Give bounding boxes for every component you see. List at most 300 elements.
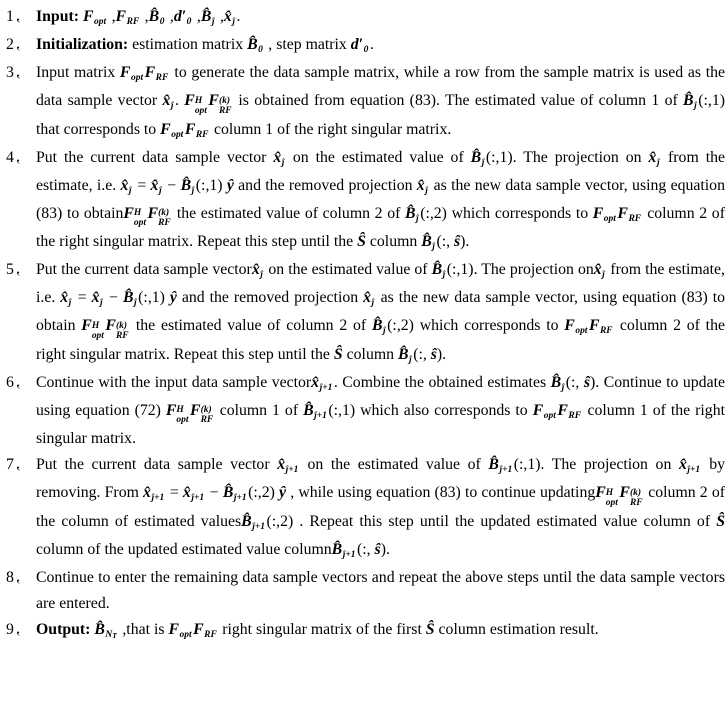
math-subscript-value: ĵ [409, 354, 412, 365]
math-token [143, 484, 166, 504]
math-subscript-value: RF [568, 410, 582, 421]
math-symbol: − [163, 176, 181, 194]
math-symbol: ŷ [222, 176, 234, 194]
math-subscript-value: opt [575, 326, 588, 337]
math-subscript-value: RF [155, 73, 169, 84]
step-text [36, 4, 725, 32]
math-expression [426, 621, 435, 638]
algorithm-step [6, 617, 725, 645]
math-symbol: B̂ [683, 92, 694, 109]
text-segment: estimation matrix [132, 36, 248, 53]
math-symbol: x̂ [593, 261, 602, 279]
math-subscript [179, 630, 191, 640]
math-token [173, 8, 193, 28]
math-subscript-value: ĵ+1 [151, 493, 165, 504]
math-token [328, 402, 355, 419]
math-expression [431, 261, 474, 281]
math-subscript [212, 17, 215, 27]
math-expression [421, 233, 466, 253]
bold-keyword: Input: [36, 8, 83, 25]
step-number-value: 7 [6, 456, 14, 474]
math-expression [371, 317, 414, 337]
math-subscript-value: 0 [363, 45, 369, 56]
math-symbol: = [133, 176, 151, 194]
text-segment: the estimated value of column 2 of [130, 317, 372, 335]
math-symbol: (:,2) [387, 317, 414, 335]
math-token [593, 261, 607, 281]
step-number [6, 452, 36, 478]
algorithm-step [6, 257, 725, 370]
math-symbol: ŝ [583, 373, 591, 391]
step-number-value: 2 [6, 36, 14, 53]
text-segment: Continue to enter the remaining data sample vectors and repeat the above steps until the data sample vectors are entered. [36, 568, 725, 612]
text-segment: from the estimate, i.e. [36, 148, 725, 194]
math-symbol: B̂ [470, 148, 482, 166]
math-subscript [320, 383, 333, 393]
math-symbol: − [104, 289, 123, 307]
math-subscript-value: ĵ+1 [314, 410, 327, 421]
math-token [165, 289, 177, 306]
math-symbol: (:,1) [328, 401, 356, 419]
math-supsub [195, 97, 207, 117]
math-subscript [171, 130, 183, 140]
math-symbol: F [184, 92, 195, 109]
math-expression [417, 177, 430, 194]
math-token [115, 8, 141, 28]
math-token [148, 8, 166, 28]
math-token [426, 621, 435, 638]
math-symbol: B̂ [405, 204, 416, 222]
math-token [275, 484, 286, 501]
math-expression [277, 456, 300, 476]
math-symbol: (:,2) [420, 204, 447, 222]
math-symbol: x̂ [162, 92, 171, 109]
math-symbol: (:,1) [698, 92, 725, 109]
math-expression [241, 513, 293, 530]
math-subscript-value: opt [543, 410, 556, 421]
math-subscript [105, 630, 116, 640]
math-symbol: F [184, 120, 196, 138]
math-token [698, 92, 725, 109]
math-superscript: (k) [200, 405, 212, 416]
math-token [514, 456, 541, 473]
math-subscript-value: ĵ [68, 298, 72, 309]
math-subscript [657, 158, 660, 168]
math-symbol: = [165, 484, 183, 502]
text-segment: as the new data sample vector, using equation (83) to obtain [36, 289, 726, 335]
math-token [223, 8, 237, 28]
math-token [185, 121, 210, 138]
math-token [247, 36, 264, 56]
ideographic-comma-mark: , [15, 63, 20, 80]
math-subscript [364, 45, 369, 55]
math-symbol: x̂ [416, 176, 425, 194]
math-subscript-value: opt [94, 17, 107, 28]
algorithm-step [6, 60, 725, 145]
math-expression [82, 8, 108, 28]
math-symbol: B̂ [398, 345, 409, 363]
math-symbol: ) [436, 345, 443, 363]
step-number-value: 8 [6, 568, 14, 586]
text-segment: which corresponds to [413, 317, 565, 335]
math-symbol: Ŝ [333, 345, 343, 363]
math-subscript [187, 17, 192, 27]
math-subscript-value: ĵ [158, 185, 162, 196]
step-number [6, 617, 36, 643]
math-expression [120, 177, 233, 194]
math-symbol: B̂ [247, 36, 258, 53]
math-symbol: (:,1) [138, 289, 165, 307]
math-symbol: B̂ [148, 8, 160, 25]
math-subscript-value: ĵ+1 [191, 493, 205, 504]
ideographic-comma-mark: , [15, 455, 20, 473]
math-token [105, 317, 130, 341]
math-expression [398, 346, 442, 363]
math-token [163, 177, 181, 194]
math-symbol: F [144, 64, 156, 81]
math-symbol: F [168, 620, 179, 638]
ideographic-comma-mark: , [15, 147, 20, 165]
math-expression [311, 374, 334, 391]
math-token [334, 346, 343, 363]
math-subscript [286, 465, 299, 475]
math-token [208, 92, 233, 116]
math-token [181, 177, 196, 194]
math-superscript: H [133, 208, 142, 219]
math-subscript [604, 214, 616, 224]
math-symbol: F [165, 401, 177, 419]
math-expression [168, 621, 218, 638]
math-supsub [219, 97, 232, 117]
text-segment: . The projection on [473, 261, 594, 279]
text-segment: to generate the data sample matrix, while a row from the sample matrix is used as the data sample vector [36, 64, 725, 109]
text-segment: that corresponds to [36, 120, 161, 138]
text-segment: which also corresponds to [355, 401, 533, 419]
math-token [73, 289, 92, 306]
math-token [222, 484, 248, 504]
math-token [144, 64, 170, 84]
math-symbol: ŝ [454, 233, 461, 251]
math-symbol: (:, [413, 345, 431, 363]
math-symbol: B̂ [94, 620, 105, 638]
math-subscript: opt [91, 330, 104, 341]
math-supsub [134, 209, 146, 229]
math-subscript-value: ĵ [211, 17, 215, 28]
math-subscript-value: ĵ [442, 270, 446, 281]
math-subscript [127, 17, 140, 27]
math-symbol: x̂ [150, 176, 159, 194]
math-subscript-value: 0 [159, 17, 165, 28]
text-segment: column 1 of [214, 401, 304, 419]
math-subscript [234, 493, 247, 503]
math-symbol: B̂ [122, 289, 134, 307]
math-symbol: d′ [173, 8, 187, 25]
math-expression [678, 456, 702, 476]
math-symbol: F [115, 8, 127, 25]
math-expression [332, 541, 386, 558]
math-token [193, 621, 218, 638]
algorithm-step [6, 370, 725, 453]
ideographic-comma-mark: , [15, 372, 20, 390]
step-text [36, 32, 725, 60]
math-subscript: opt [176, 415, 189, 426]
math-expression [165, 401, 215, 426]
math-subscript [204, 630, 217, 640]
math-token [91, 289, 105, 309]
math-expression [471, 149, 513, 166]
math-symbol: B̂ [550, 373, 562, 391]
math-expression [593, 261, 607, 281]
text-segment: which corresponds to [446, 204, 593, 222]
text-segment: . Continue to update using equation (72) [36, 373, 725, 419]
math-supsub [176, 406, 188, 426]
text-segment: on the estimated value of [299, 456, 489, 474]
math-subscript-value: ĵ [371, 298, 375, 309]
ideographic-comma-mark: , [15, 619, 20, 637]
math-symbol: F [595, 484, 606, 502]
math-token [436, 233, 454, 250]
math-expression [200, 8, 216, 28]
math-token [471, 149, 486, 166]
text-segment: . [369, 36, 374, 53]
math-token [81, 317, 105, 341]
math-subscript [694, 101, 697, 111]
step-number [6, 4, 36, 30]
math-symbol: ŷ [164, 289, 177, 307]
math-symbol: x̂ [273, 148, 282, 166]
math-symbol: x̂ [251, 261, 260, 279]
math-subscript: opt [605, 497, 618, 508]
math-subscript [192, 186, 195, 196]
math-symbol: x̂ [648, 148, 657, 166]
math-subscript-value: opt [603, 213, 616, 224]
math-token [557, 402, 582, 419]
math-expression [273, 149, 286, 166]
math-token [206, 484, 223, 501]
algorithm-step [6, 145, 725, 258]
math-subscript [100, 298, 103, 308]
math-subscript-value: ĵ+1 [233, 493, 247, 504]
text-segment: Continue with the input data sample vector [36, 373, 312, 391]
text-segment: . The projection on [512, 148, 649, 166]
math-supsub [606, 489, 618, 509]
math-symbol: ŷ [274, 484, 287, 502]
text-segment: and the removed projection [176, 289, 364, 307]
text-segment: . [175, 92, 185, 109]
math-token [82, 8, 108, 28]
math-subscript: opt [133, 218, 147, 229]
math-subscript-value: RF [599, 326, 613, 337]
math-token [190, 401, 215, 426]
math-symbol: B̂ [488, 456, 499, 474]
text-segment: . [385, 540, 390, 558]
math-expression [533, 402, 583, 419]
math-token [223, 177, 234, 194]
math-expression [649, 149, 662, 166]
math-expression [81, 317, 130, 341]
math-symbol: Ŝ [357, 233, 366, 251]
algorithm-step [6, 32, 725, 60]
math-subscript-value: ĵ+1 [252, 521, 265, 532]
step-number [6, 257, 36, 283]
math-subscript-value: ĵ [416, 213, 419, 224]
math-subscript [252, 522, 265, 532]
math-subscript [131, 73, 143, 83]
math-symbol: F [532, 401, 544, 419]
math-symbol: F [147, 204, 159, 222]
math-symbol: B̂ [371, 317, 383, 335]
math-subscript-value: RF [628, 213, 642, 224]
math-subscript [94, 17, 106, 27]
math-subscript-value: ĵ+1 [687, 465, 701, 476]
math-subscript [482, 158, 485, 168]
math-token [350, 36, 370, 56]
math-token [147, 204, 173, 229]
math-expression [160, 121, 210, 138]
algorithm-step [6, 452, 725, 565]
text-segment: column 2 of the right singular matrix. Repeat this step until the [36, 204, 725, 251]
math-subscript [687, 465, 700, 475]
math-token [60, 289, 73, 309]
text-segment: , while using equation (83) to continue updating [286, 484, 596, 502]
math-token [431, 261, 447, 281]
step-number-value: 4 [6, 148, 14, 166]
math-subscript [260, 270, 263, 280]
step-number-value: 9 [6, 620, 14, 638]
math-subsubscript: T [112, 631, 117, 641]
math-subscript-value: ĵ [656, 157, 660, 168]
math-token [332, 541, 357, 558]
math-token [120, 177, 133, 194]
math-superscript: (k) [218, 95, 231, 106]
math-symbol: x̂ [277, 456, 286, 474]
math-subscript-value: ĵ [281, 157, 285, 168]
algorithm-step [6, 565, 725, 617]
step-text [36, 60, 725, 145]
math-token [122, 289, 138, 309]
math-subscript [232, 17, 235, 27]
math-subscript-value: ĵ [694, 101, 697, 112]
math-expression [162, 92, 175, 112]
math-symbol: B̂ [431, 261, 443, 279]
text-segment: , [165, 8, 174, 25]
math-symbol: x̂ [311, 373, 320, 391]
math-symbol: (:,1) [446, 261, 474, 279]
math-token [417, 177, 430, 194]
ideographic-comma-mark: , [15, 35, 20, 52]
math-symbol: F [208, 92, 219, 109]
text-segment: . The projection on [540, 456, 679, 474]
math-subscript-value: ĵ+1 [499, 465, 513, 476]
math-token [133, 177, 151, 194]
math-symbol: F [193, 620, 204, 638]
text-segment: is obtained from equation (83). The estimated value of column 1 of [233, 92, 684, 109]
math-token [138, 289, 165, 306]
math-token [413, 346, 431, 363]
math-subscript [432, 242, 435, 252]
math-expression [595, 484, 644, 508]
math-subscript-value: ĵ+1 [342, 549, 356, 560]
step-number [6, 370, 36, 396]
math-token [363, 289, 376, 309]
math-token [398, 346, 413, 363]
math-subscript [602, 270, 605, 280]
math-expression [303, 402, 355, 419]
math-expression [119, 64, 170, 84]
math-token [200, 8, 216, 28]
math-subscript-value: ĵ [260, 270, 263, 281]
math-subscript [443, 270, 446, 280]
math-expression [148, 8, 166, 28]
math-token [421, 233, 436, 253]
math-symbol: − [205, 484, 223, 502]
step-number [6, 565, 36, 591]
math-token [311, 374, 334, 391]
math-token [303, 402, 328, 419]
math-supsub [630, 489, 643, 509]
math-subscript-value: ĵ [134, 298, 137, 309]
math-symbol: Ŝ [716, 512, 725, 530]
text-segment: the estimated value of column 2 of [172, 204, 405, 222]
math-expression [223, 8, 237, 28]
math-subscript [171, 101, 174, 111]
math-subscript: opt [194, 105, 207, 116]
math-superscript: H [194, 95, 203, 106]
math-symbol: x̂ [223, 8, 232, 25]
algorithm-step [6, 4, 725, 32]
text-segment: , step matrix [264, 36, 351, 53]
math-symbol: F [557, 401, 568, 419]
math-expression [405, 205, 447, 222]
math-symbol: F [619, 484, 630, 502]
math-expression [488, 456, 541, 476]
ideographic-comma-mark: , [15, 260, 20, 278]
math-token [683, 92, 698, 112]
text-segment: Put the current data sample vector [36, 261, 252, 279]
math-subscript: RF [629, 497, 643, 508]
math-symbol: ) [380, 540, 386, 558]
math-symbol: F [81, 317, 92, 335]
math-superscript: (k) [158, 208, 170, 219]
math-symbol: ) [590, 373, 596, 391]
math-superscript: H [605, 487, 614, 498]
math-subscript-value: opt [179, 629, 192, 640]
text-segment: . Repeat this step until the updated estimated value column of [293, 512, 717, 530]
math-symbol: B̂ [421, 233, 432, 251]
math-symbol: F [123, 204, 134, 222]
math-symbol: (:, [565, 373, 584, 391]
math-symbol: F [105, 317, 116, 335]
math-symbol: x̂ [678, 456, 687, 474]
math-subscript [160, 17, 165, 27]
math-token [564, 317, 589, 337]
math-subscript-value: ĵ [170, 101, 174, 112]
math-subscript-value: ĵ+1 [319, 382, 333, 393]
math-token [165, 401, 190, 426]
math-expression [551, 374, 596, 391]
math-subscript-value: ĵ [191, 185, 195, 196]
math-superscript: (k) [115, 320, 128, 331]
math-subscript [568, 411, 581, 421]
math-subscript-value: ĵ [425, 185, 428, 196]
math-subscript [196, 130, 209, 140]
text-segment: column estimation result. [434, 620, 599, 638]
text-segment: Input matrix [36, 64, 120, 81]
math-expression [363, 289, 376, 309]
math-token [94, 620, 118, 641]
math-symbol: F [190, 401, 201, 419]
math-expression [251, 261, 265, 281]
